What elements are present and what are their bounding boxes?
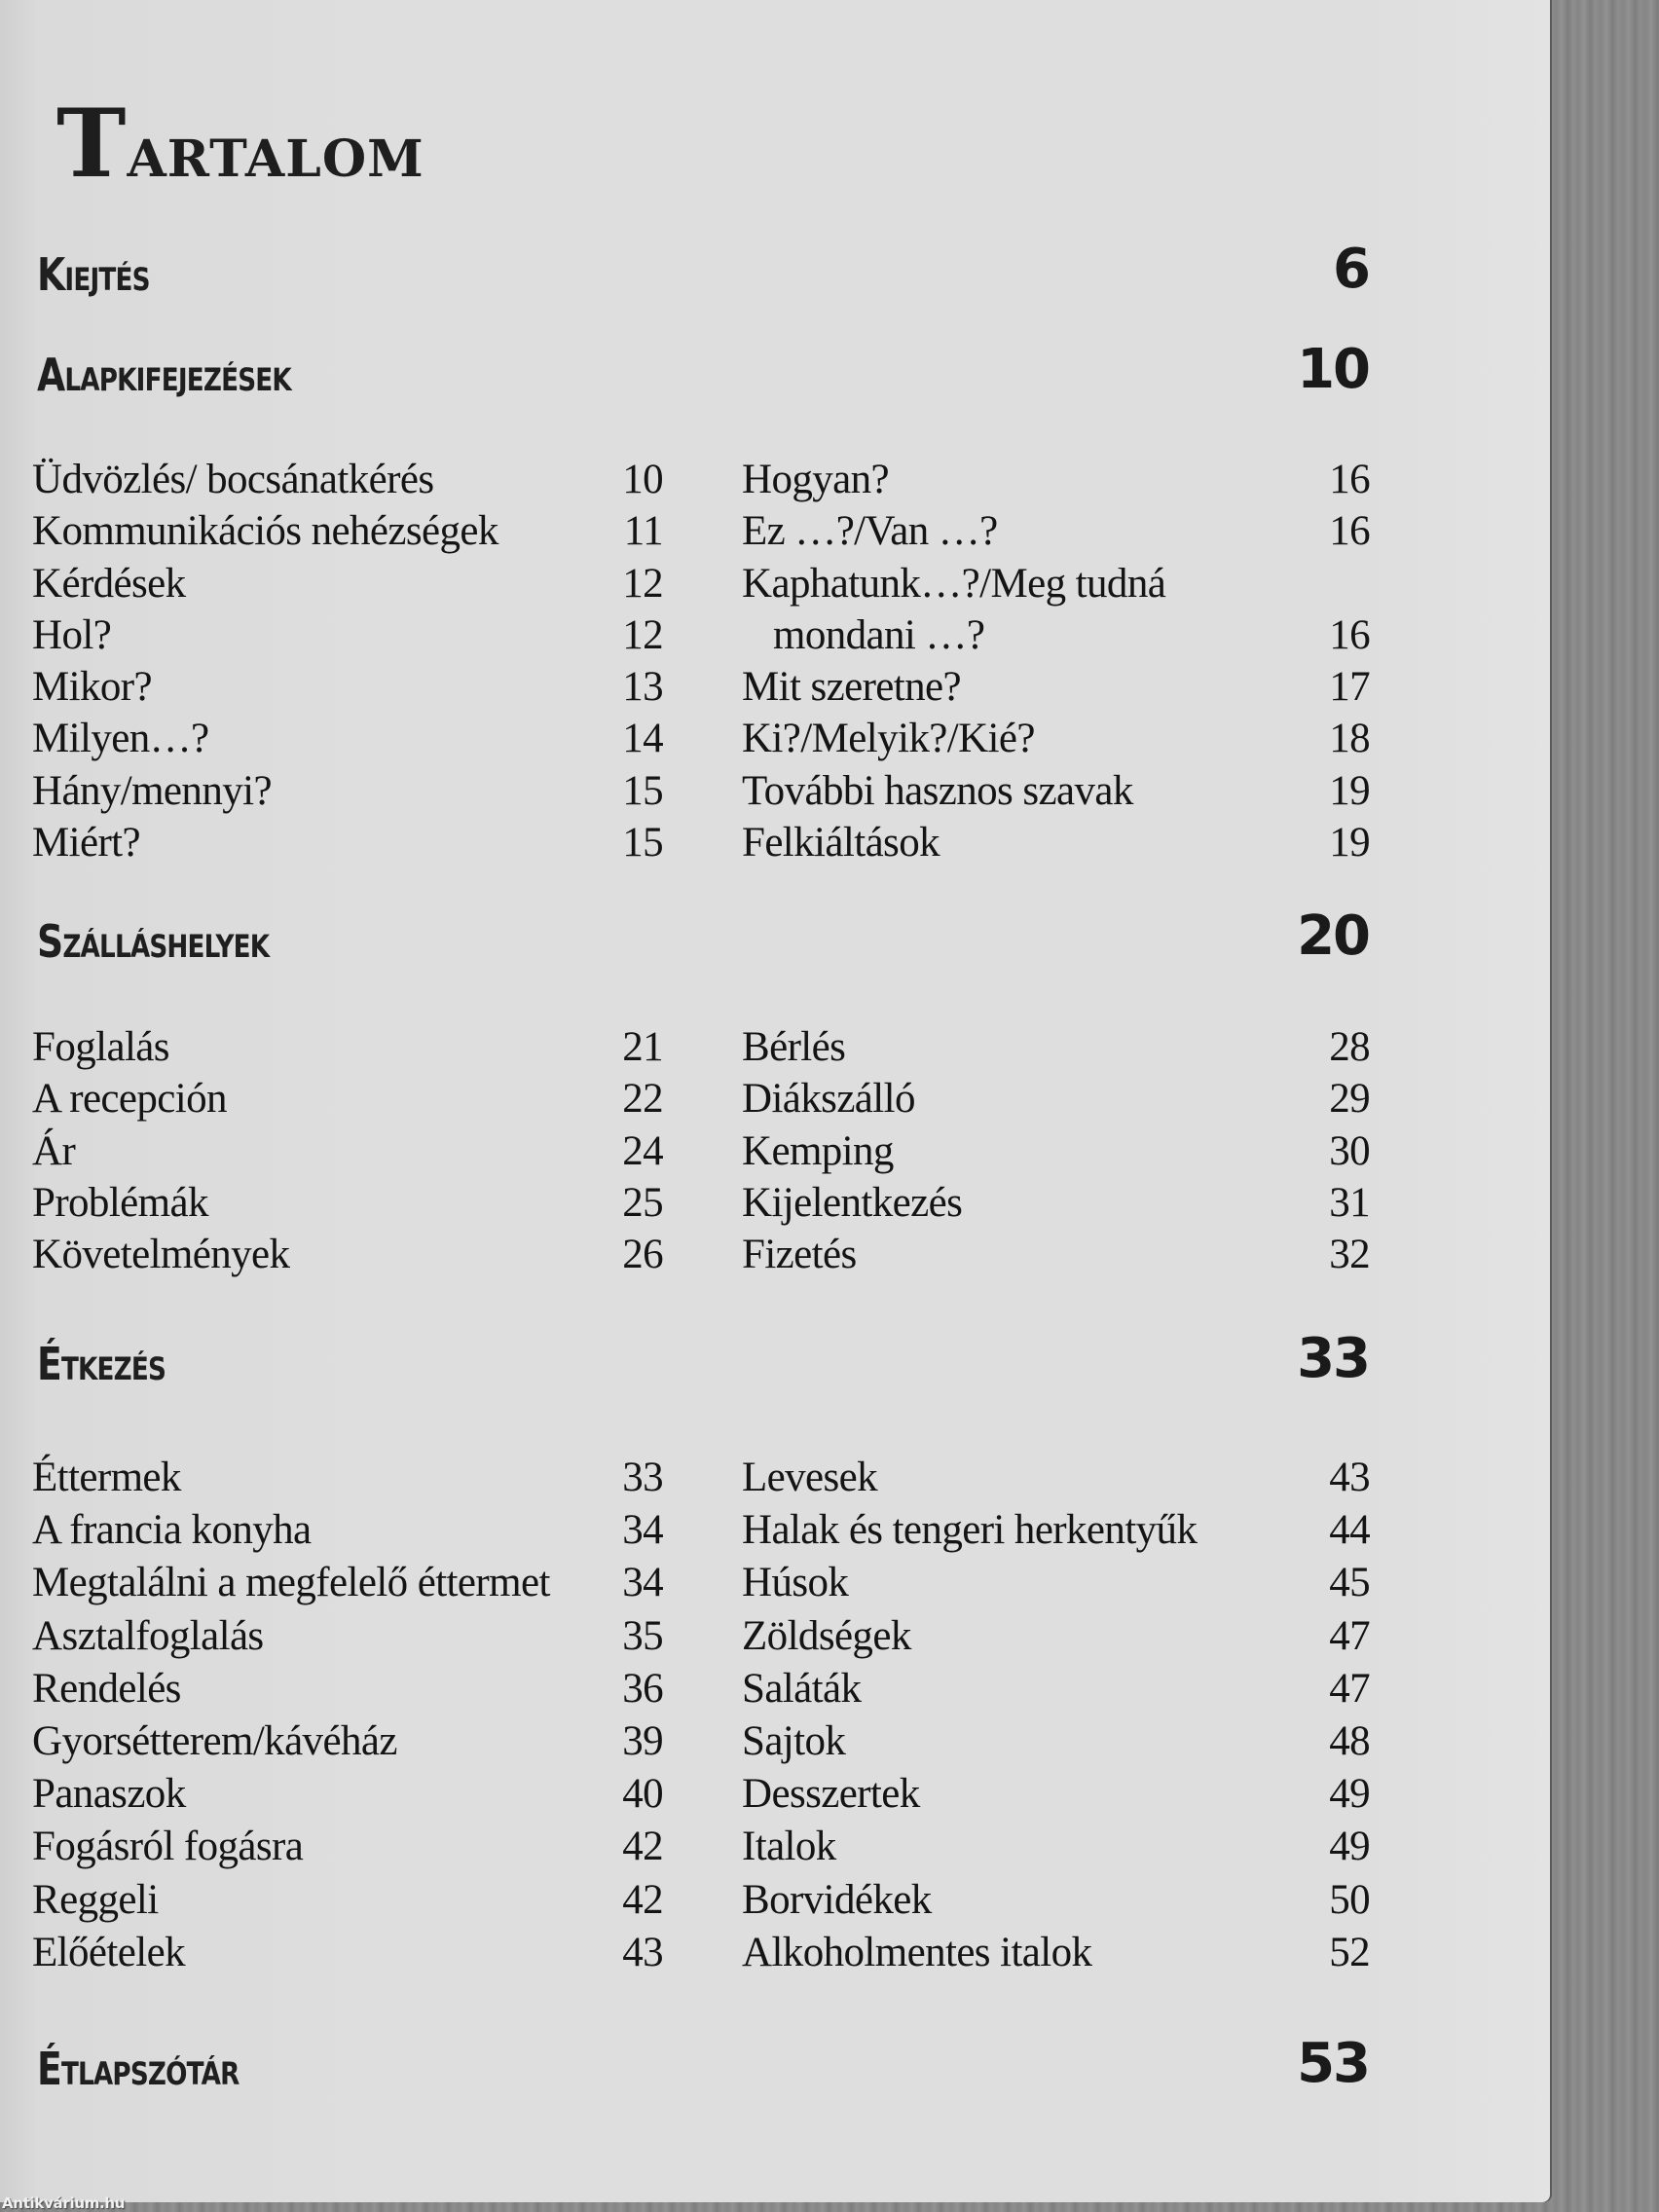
entry-page: 31 bbox=[1329, 1179, 1370, 1226]
entry-page: 44 bbox=[1329, 1507, 1370, 1554]
entry-page: 49 bbox=[1329, 1771, 1370, 1818]
toc-entry[interactable] bbox=[32, 817, 663, 868]
entry-label: Megtalálni a megfelelő éttermet bbox=[32, 1560, 550, 1606]
entry-label: Saláták bbox=[742, 1665, 862, 1712]
entry-label: Diákszálló bbox=[742, 1076, 915, 1123]
toc-entry[interactable] bbox=[742, 1177, 1370, 1229]
entry-page: 16 bbox=[1329, 611, 1370, 658]
section-page: 53 bbox=[1297, 2032, 1369, 2095]
entry-label: Ki?/Melyik?/Kié? bbox=[742, 716, 1035, 762]
toc-entry[interactable] bbox=[32, 1557, 663, 1609]
entry-page: 17 bbox=[1329, 664, 1370, 711]
entry-label: Mikor? bbox=[32, 664, 152, 711]
entry-page: 32 bbox=[1329, 1232, 1370, 1278]
section-page: 10 bbox=[1297, 338, 1369, 401]
watermark: Antikvárium.hu bbox=[2, 2194, 126, 2212]
section-label: Étkezés bbox=[37, 1338, 166, 1390]
toc-entry[interactable] bbox=[742, 1125, 1370, 1177]
entry-page: 34 bbox=[622, 1507, 663, 1554]
entry-page: 26 bbox=[622, 1232, 663, 1278]
entry-page: 35 bbox=[622, 1612, 663, 1659]
entry-page: 33 bbox=[622, 1455, 663, 1500]
entry-page: 22 bbox=[622, 1076, 663, 1123]
toc-entry[interactable] bbox=[32, 609, 663, 661]
toc-entry[interactable] bbox=[32, 713, 663, 764]
toc-section-alapkifejezesek[interactable] bbox=[37, 338, 1369, 401]
toc-entry[interactable] bbox=[742, 1452, 1370, 1504]
entry-page: 24 bbox=[622, 1127, 663, 1174]
toc-entry[interactable] bbox=[32, 505, 663, 557]
entry-label: Borvidékek bbox=[742, 1876, 932, 1923]
toc-entry[interactable] bbox=[32, 1177, 663, 1229]
entry-page: 47 bbox=[1329, 1665, 1370, 1712]
toc-entry[interactable] bbox=[32, 1874, 663, 1927]
entry-page: 16 bbox=[1329, 457, 1370, 502]
entry-page: 21 bbox=[622, 1024, 663, 1070]
toc-entry[interactable] bbox=[742, 1504, 1370, 1557]
toc-entry-continuation[interactable] bbox=[742, 609, 1370, 661]
entry-label: Halak és tengeri herkentyűk bbox=[742, 1507, 1198, 1554]
entry-page: 40 bbox=[622, 1771, 663, 1818]
toc-entry[interactable] bbox=[32, 1610, 663, 1663]
toc-entry[interactable] bbox=[742, 1557, 1370, 1609]
entry-label: Előételek bbox=[32, 1929, 185, 1975]
entry-label: Desszertek bbox=[742, 1771, 920, 1818]
toc-entry[interactable] bbox=[32, 1452, 663, 1504]
page-title bbox=[56, 89, 424, 199]
entry-label: Üdvözlés/ bocsánatkérés bbox=[32, 457, 434, 502]
toc-entry[interactable] bbox=[32, 1715, 663, 1768]
entry-page: 36 bbox=[622, 1665, 663, 1712]
toc-entry[interactable] bbox=[742, 661, 1370, 713]
entry-page: 12 bbox=[622, 560, 663, 607]
entry-label: Felkiáltások bbox=[742, 820, 940, 866]
toc-entry[interactable] bbox=[742, 1073, 1370, 1124]
section-label: Kiejtés bbox=[37, 248, 150, 301]
toc-entry[interactable] bbox=[742, 713, 1370, 764]
entry-label: Ez …?/Van …? bbox=[742, 508, 998, 555]
entry-label: Követelmények bbox=[32, 1232, 290, 1278]
entry-label: Alkoholmentes italok bbox=[742, 1929, 1092, 1975]
entry-label: Asztalfoglalás bbox=[32, 1612, 264, 1659]
entry-page: 29 bbox=[1329, 1076, 1370, 1123]
toc-entry[interactable] bbox=[32, 765, 663, 817]
entry-label: Gyorsétterem/kávéház bbox=[32, 1717, 397, 1764]
entry-label: Sajtok bbox=[742, 1717, 846, 1764]
entry-label: mondani …? bbox=[773, 611, 985, 658]
toc-entry[interactable] bbox=[742, 1021, 1370, 1073]
toc-entry[interactable] bbox=[32, 1073, 663, 1124]
szallashelyek-right-column bbox=[742, 1021, 1370, 1280]
toc-entry[interactable] bbox=[742, 1821, 1370, 1873]
entry-page: 48 bbox=[1329, 1717, 1370, 1764]
etkezes-left-column bbox=[32, 1452, 663, 1979]
toc-entry[interactable] bbox=[32, 1229, 663, 1280]
entry-label: Rendelés bbox=[32, 1665, 181, 1712]
entry-label: Italok bbox=[742, 1824, 836, 1870]
section-page: 33 bbox=[1297, 1327, 1369, 1390]
entry-page: 52 bbox=[1329, 1929, 1370, 1975]
toc-entry[interactable] bbox=[32, 661, 663, 713]
toc-entry[interactable] bbox=[742, 454, 1370, 505]
entry-page: 15 bbox=[622, 767, 663, 814]
toc-section-szallashelyek[interactable] bbox=[37, 904, 1369, 968]
entry-page: 10 bbox=[622, 457, 663, 502]
entry-page: 19 bbox=[1329, 767, 1370, 814]
section-label: Étlapszótár bbox=[37, 2043, 240, 2095]
entry-page: 50 bbox=[1329, 1876, 1370, 1923]
entry-label: Hány/mennyi? bbox=[32, 767, 272, 814]
toc-section-etlapszotar[interactable] bbox=[37, 2032, 1369, 2095]
entry-label: A recepción bbox=[32, 1076, 227, 1123]
entry-page: 11 bbox=[623, 508, 663, 555]
entry-label: Kemping bbox=[742, 1127, 894, 1174]
title-rest: artalom bbox=[127, 110, 424, 194]
alapkifejezesek-right-column bbox=[742, 454, 1370, 868]
toc-entry[interactable] bbox=[32, 1927, 663, 1979]
entry-label: Éttermek bbox=[32, 1455, 181, 1500]
toc-entry[interactable] bbox=[32, 1768, 663, 1821]
etkezes-right-column bbox=[742, 1452, 1370, 1979]
entry-label: Hol? bbox=[32, 611, 112, 658]
entry-label: A francia konyha bbox=[32, 1507, 312, 1554]
entry-page: 34 bbox=[622, 1560, 663, 1606]
entry-page: 28 bbox=[1329, 1024, 1370, 1070]
toc-entry[interactable] bbox=[742, 1663, 1370, 1715]
entry-label: Húsok bbox=[742, 1560, 849, 1606]
toc-entry[interactable] bbox=[32, 1821, 663, 1873]
entry-page: 18 bbox=[1329, 716, 1370, 762]
toc-entry[interactable] bbox=[32, 1663, 663, 1715]
entry-page: 14 bbox=[622, 716, 663, 762]
entry-label: További hasznos szavak bbox=[742, 767, 1133, 814]
toc-entry[interactable] bbox=[32, 1125, 663, 1177]
entry-page: 47 bbox=[1329, 1612, 1370, 1659]
toc-entry[interactable] bbox=[32, 454, 663, 505]
entry-label: Reggeli bbox=[32, 1876, 159, 1923]
toc-entry[interactable] bbox=[32, 1021, 663, 1073]
toc-entry[interactable] bbox=[742, 765, 1370, 817]
entry-label: Mit szeretne? bbox=[742, 664, 962, 711]
entry-label: Kaphatunk…?/Meg tudná bbox=[742, 560, 1166, 607]
entry-label: Kijelentkezés bbox=[742, 1179, 963, 1226]
entry-label: Levesek bbox=[742, 1455, 878, 1500]
entry-page: 39 bbox=[622, 1717, 663, 1764]
toc-entry[interactable] bbox=[742, 505, 1370, 557]
entry-label: Kérdések bbox=[32, 560, 186, 607]
toc-entry[interactable] bbox=[742, 1229, 1370, 1280]
section-page: 6 bbox=[1333, 238, 1369, 301]
entry-page: 13 bbox=[622, 664, 663, 711]
toc-entry[interactable] bbox=[742, 1715, 1370, 1768]
entry-label: Fizetés bbox=[742, 1232, 857, 1278]
entry-page: 43 bbox=[1329, 1455, 1370, 1500]
entry-label: Foglalás bbox=[32, 1024, 169, 1070]
toc-entry[interactable] bbox=[742, 1768, 1370, 1821]
entry-page: 42 bbox=[622, 1824, 663, 1870]
entry-page: 12 bbox=[622, 611, 663, 658]
szallashelyek-left-column bbox=[32, 1021, 663, 1280]
section-label: Alapkifejezések bbox=[37, 349, 291, 401]
entry-label: Zöldségek bbox=[742, 1612, 911, 1659]
alapkifejezesek-left-column bbox=[32, 454, 663, 868]
toc-section-etkezes[interactable] bbox=[37, 1327, 1369, 1390]
entry-page: 49 bbox=[1329, 1824, 1370, 1870]
entry-label: Milyen…? bbox=[32, 716, 209, 762]
section-label: Szálláshelyek bbox=[37, 915, 270, 968]
entry-label: Panaszok bbox=[32, 1771, 186, 1818]
toc-entry[interactable] bbox=[32, 558, 663, 609]
entry-page: 43 bbox=[622, 1929, 663, 1975]
entry-page: 42 bbox=[622, 1876, 663, 1923]
entry-page: 45 bbox=[1329, 1560, 1370, 1606]
entry-label: Miért? bbox=[32, 820, 141, 866]
toc-entry[interactable] bbox=[32, 1504, 663, 1557]
entry-page: 30 bbox=[1329, 1127, 1370, 1174]
toc-entry[interactable] bbox=[742, 1874, 1370, 1927]
entry-label: Kommunikációs nehézségek bbox=[32, 508, 498, 555]
entry-page: 16 bbox=[1329, 508, 1370, 555]
entry-label: Fogásról fogásra bbox=[32, 1824, 304, 1870]
entry-label: Bérlés bbox=[742, 1024, 846, 1070]
entry-label: Ár bbox=[32, 1127, 76, 1174]
toc-entry[interactable] bbox=[742, 817, 1370, 868]
entry-page: 15 bbox=[622, 820, 663, 866]
title-initial: T bbox=[56, 89, 128, 199]
toc-entry[interactable] bbox=[742, 1927, 1370, 1979]
toc-entry[interactable] bbox=[742, 558, 1370, 609]
entry-label: Problémák bbox=[32, 1179, 208, 1226]
entry-page: 19 bbox=[1329, 820, 1370, 866]
toc-entry[interactable] bbox=[742, 1610, 1370, 1663]
toc-section-kiejtes[interactable] bbox=[37, 238, 1369, 301]
entry-page: 25 bbox=[622, 1179, 663, 1226]
entry-label: Hogyan? bbox=[742, 457, 890, 502]
section-page: 20 bbox=[1297, 904, 1369, 968]
